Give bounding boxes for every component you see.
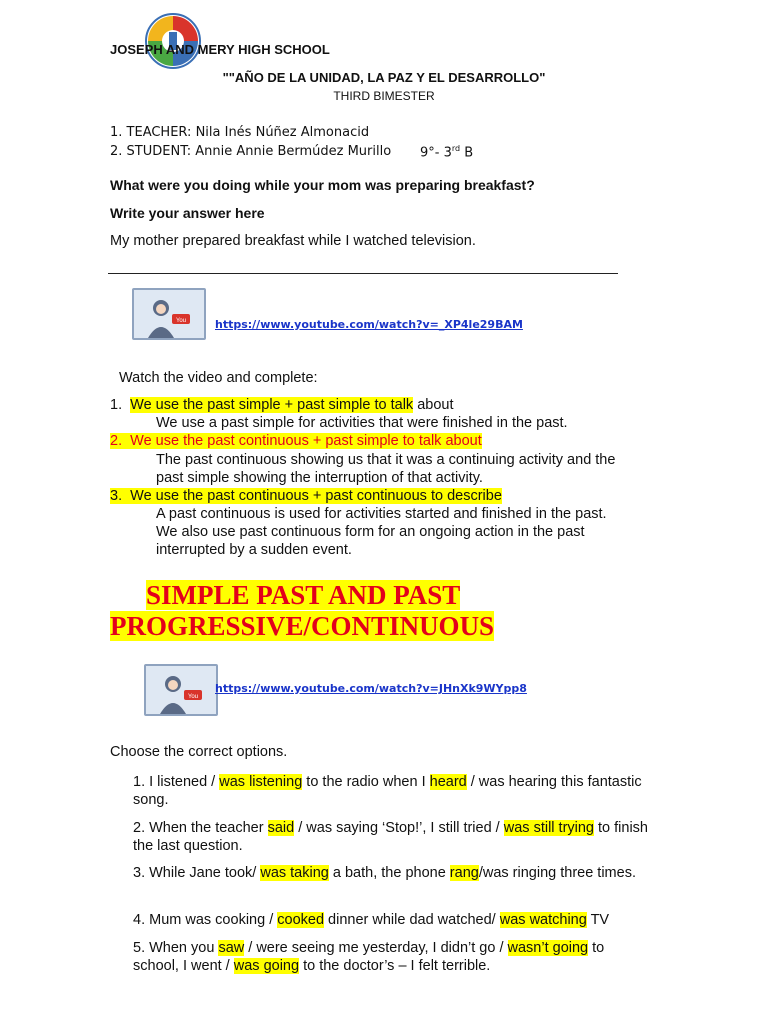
write-answer-label: Write your answer here — [110, 205, 265, 221]
youtube-video-icon[interactable] — [132, 288, 206, 340]
answer-text: My mother prepared breakfast while I watched television. — [110, 233, 476, 249]
exercise-text: 5. When you — [133, 940, 219, 956]
highlighted-answer: wasn’t going — [507, 940, 589, 956]
choose-prompt: Choose the correct options. — [110, 744, 288, 760]
exercise-text: to finish the last question. — [133, 820, 648, 854]
exercise-text: 4. Mum was cooking / — [133, 912, 278, 928]
video-link-1[interactable]: https://www.youtube.com/watch?v=_XP4le29BAM — [215, 318, 523, 331]
watch-prompt: Watch the video and complete: — [119, 370, 318, 386]
teacher-line: 1. TEACHER: Nila Inés Núñez Almonacid — [110, 125, 370, 140]
highlighted-answer: heard — [429, 774, 467, 790]
highlighted-answer: was watching — [499, 912, 587, 928]
rule-2-line-1: The past continuous showing us that it was a continuing activity and the — [156, 452, 616, 468]
exercise-text: / was hearing this fantastic song. — [133, 774, 642, 808]
exercise-1 — [133, 773, 653, 809]
rule-3: 3. We use the past continuous + past continuous to describe — [110, 488, 502, 504]
exercise-text: TV — [586, 912, 610, 928]
question-heading: What were you doing while your mom was preparing breakfast? — [110, 177, 535, 193]
highlighted-answer: was going — [233, 958, 300, 974]
student-line: 2. STUDENT: Annie Annie Bermúdez Murillo — [110, 144, 392, 159]
exercise-text: 3. While Jane took/ — [133, 865, 261, 881]
highlighted-answer: saw — [218, 940, 245, 956]
svg-text:You: You — [175, 318, 187, 324]
exercise-3 — [133, 864, 653, 882]
exercise-text: / were seeing me yesterday, I didn’t go / — [244, 940, 508, 956]
exercise-text: to the radio when I — [302, 774, 430, 790]
rule-3-line-2: We also use past continuous form for an ongoing action in the past — [156, 524, 585, 540]
bimester-label: THIRD BIMESTER — [333, 89, 435, 103]
youtube-video-icon[interactable] — [144, 664, 218, 716]
rule-1: 1. We use the past simple + past simple to talk about — [110, 397, 454, 413]
rule-3-line-1: A past continuous is used for activities started and finished in the past. — [156, 506, 607, 522]
highlighted-answer: cooked — [277, 912, 325, 928]
highlighted-answer: was taking — [260, 865, 329, 881]
rule-1-line: We use a past simple for activities that were finished in the past. — [156, 415, 568, 431]
section-title-line-1: SIMPLE PAST AND PAST — [146, 580, 461, 610]
exercise-2 — [133, 819, 653, 855]
exercise-text: / was saying ‘Stop!’, I still tried / — [294, 820, 504, 836]
exercise-text: to the doctor’s – I felt terrible. — [299, 958, 491, 974]
rule-2-line-2: past simple showing the interruption of that activity. — [156, 470, 483, 486]
exercise-text: dinner while dad watched/ — [324, 912, 500, 928]
grade-label: 9°- 3rd B — [420, 144, 474, 161]
video-link-2[interactable]: https://www.youtube.com/watch?v=JHnXk9WYpp8 — [215, 682, 527, 695]
highlighted-answer: rang — [449, 865, 479, 881]
exercise-text: /was ringing three times. — [478, 865, 636, 881]
school-name: JOSEPH AND MERY HIGH SCHOOL — [110, 42, 330, 57]
exercise-5 — [133, 939, 653, 975]
exercise-text: a bath, the phone — [328, 865, 450, 881]
rule-2: 2. We use the past continuous + past simple to talk about — [110, 433, 482, 449]
highlighted-answer: was still trying — [503, 820, 594, 836]
year-motto: ""AÑO DE LA UNIDAD, LA PAZ Y EL DESARROLLO" — [222, 70, 546, 85]
section-title-line-2: PROGRESSIVE/CONTINUOUS — [110, 611, 495, 641]
svg-text:You: You — [187, 694, 199, 700]
exercise-text: to school, I went / — [133, 940, 605, 974]
exercise-text: 1. I listened / — [133, 774, 220, 790]
exercise-4 — [133, 911, 653, 929]
school-logo — [144, 12, 202, 70]
answer-underline — [108, 273, 618, 274]
rule-3-line-3: interrupted by a sudden event. — [156, 542, 352, 558]
exercise-text: 2. When the teacher — [133, 820, 268, 836]
highlighted-answer: said — [267, 820, 295, 836]
highlighted-answer: was listening — [219, 774, 303, 790]
